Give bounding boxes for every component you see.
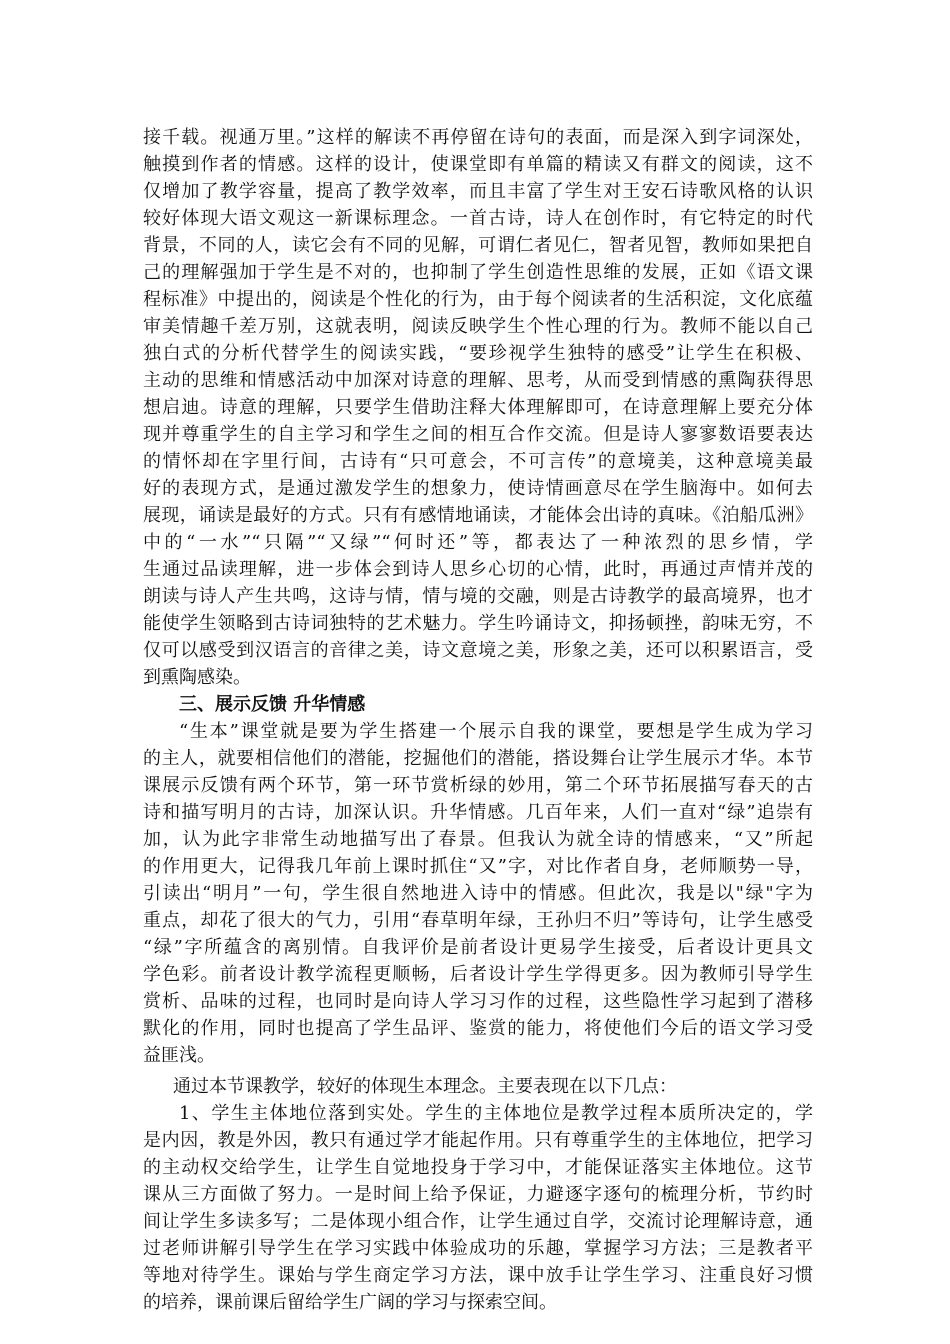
section-heading-3: 三、展示反馈 升华情感 (179, 694, 366, 715)
text-line: 的作用更大，记得我几年前上课时抓住“又”字，对比作者自身，老师顺势一导， (143, 856, 813, 877)
text-line: 想启迪。诗意的理解，只要学生借助注释大体理解即可，在诗意理解上要充分体 (143, 397, 813, 418)
text-line: 背景，不同的人，读它会有不同的见解，可谓仁者见仁，智者见智，教师如果把自 (143, 235, 813, 256)
text-line: 朗读与诗人产生共鸣，这诗与情，情与境的交融，则是古诗教学的最高境界，也才 (143, 586, 813, 607)
text-line: 引读出“明月”一句，学生很自然地进入诗中的情感。但此次，我是以"绿"字为 (143, 883, 813, 904)
text-line: 等地对待学生。课始与学生商定学习方法，课中放手让学生学习、注重良好习惯 (143, 1265, 813, 1286)
document-page (143, 124, 813, 1316)
text-line: “生本”课堂就是要为学生搭建一个展示自我的课堂，要想是学生成为学习 (179, 721, 813, 742)
text-line: 过老师讲解引导学生在学习实践中体验成功的乐趣，掌握学习方法；三是教者平 (143, 1238, 813, 1259)
text-line: 是内因，教是外因，教只有通过学才能起作用。只有尊重学生的主体地位，把学习 (143, 1130, 813, 1151)
text-line: 到熏陶感染。 (143, 667, 251, 688)
text-line: 默化的作用，同时也提高了学生品评、鉴赏的能力，将使他们今后的语文学习受 (143, 1018, 813, 1039)
text-line: 接千载。视通万里。”这样的解读不再停留在诗句的表面，而是深入到字词深处， (143, 127, 813, 148)
text-line: 益匪浅。 (143, 1045, 215, 1066)
text-line: 独白式的分析代替学生的阅读实践，“要珍视学生独特的感受”让学生在积极、 (143, 343, 813, 364)
text-line: 赏析、品味的过程，也同时是向诗人学习习作的过程，这些隐性学习起到了潜移 (143, 991, 813, 1012)
text-line: 己的理解强加于学生是不对的，也抑制了学生创造性思维的发展，正如《语文课 (143, 262, 813, 283)
text-line: 的情怀却在字里行间，古诗有“只可意会，不可言传”的意境美，这种意境美最 (143, 451, 813, 472)
text-line: 仅增加了教学容量，提高了教学效率，而且丰富了学生对王安石诗歌风格的认识 (143, 181, 813, 202)
text-line: 主动的思维和情感活动中加深对诗意的理解、思考，从而受到情感的熏陶获得思 (143, 370, 813, 391)
text-line: 仅可以感受到汉语言的音律之美，诗文意境之美，形象之美，还可以积累语言，受 (143, 640, 813, 661)
text-line: 加，认为此字非常生动地描写出了春景。但我认为就全诗的情感来，“又”所起 (143, 829, 813, 850)
paragraph-point-1 (143, 1100, 813, 1316)
text-line: 课从三方面做了努力。一是时间上给予保证，力避逐字逐句的梳理分析，节约时 (143, 1184, 813, 1205)
text-line: 的培养，课前课后留给学生广阔的学习与探索空间。 (143, 1292, 557, 1313)
text-line: 间让学生多读多写；二是体现小组合作，让学生通过自学，交流讨论理解诗意，通 (143, 1211, 813, 1232)
text-line: 现并尊重学生的自主学习和学生之间的相互合作交流。但是诗人寥寥数语要表达 (143, 424, 813, 445)
text-line: 程标准》中提出的，阅读是个性化的行为，由于每个阅读者的生活积淀，文化底蕴 (143, 289, 813, 310)
text-line: 展现，诵读是最好的方式。只有有感情地诵读，才能体会出诗的真味。《泊船瓜洲》 (143, 505, 813, 526)
text-line: 的主动权交给学生，让学生自觉地投身于学习中，才能保证落实主体地位。这节 (143, 1157, 813, 1178)
text-line: 好的表现方式，是通过激发学生的想象力，使诗情画意尽在学生脑海中。如何去 (143, 478, 813, 499)
paragraph-summary-intro: 通过本节课教学，较好的体现生本理念。主要表现在以下几点： (173, 1076, 677, 1097)
text-line: 能使学生领略到古诗词独特的艺术魅力。学生吟诵诗文，抑扬顿挫，韵味无穷，不 (143, 613, 813, 634)
text-line: 生通过品读理解，进一步体会到诗人思乡心切的心情，此时，再通过声情并茂的 (143, 559, 813, 580)
paragraph-feedback (143, 718, 813, 1069)
text-line: “绿”字所蕴含的离别情。自我评价是前者设计更易学生接受，后者设计更具文 (143, 937, 813, 958)
text-line: 课展示反馈有两个环节，第一环节赏析绿的妙用，第二个环节拓展描写春天的古 (143, 775, 813, 796)
text-line: 学色彩。前者设计教学流程更顺畅，后者设计学生学得更多。因为教师引导学生 (143, 964, 813, 985)
text-line: 的主人，就要相信他们的潜能，挖掘他们的潜能，搭设舞台让学生展示才华。本节 (143, 748, 813, 769)
text-line: 触摸到作者的情感。这样的设计，使课堂即有单篇的精读又有群文的阅读，这不 (143, 154, 813, 175)
text-line: 重点，却花了很大的气力，引用“春草明年绿，王孙归不归”等诗句，让学生感受 (143, 910, 813, 931)
text-line: 审美情趣千差万别，这就表明，阅读反映学生个性心理的行为。教师不能以自己 (143, 316, 813, 337)
text-line: 诗和描写明月的古诗，加深认识。升华情感。几百年来，人们一直对“绿”追崇有 (143, 802, 813, 823)
text-line: 较好体现大语文观这一新课标理念。一首古诗，诗人在创作时，有它特定的时代 (143, 208, 813, 229)
text-line: 1、学生主体地位落到实处。学生的主体地位是教学过程本质所决定的，学 (179, 1103, 813, 1124)
text-line: 中的“一水”“只隔”“又绿”“何时还”等，都表达了一种浓烈的思乡情，学 (143, 532, 813, 553)
paragraph-poetry-reading (143, 124, 813, 691)
